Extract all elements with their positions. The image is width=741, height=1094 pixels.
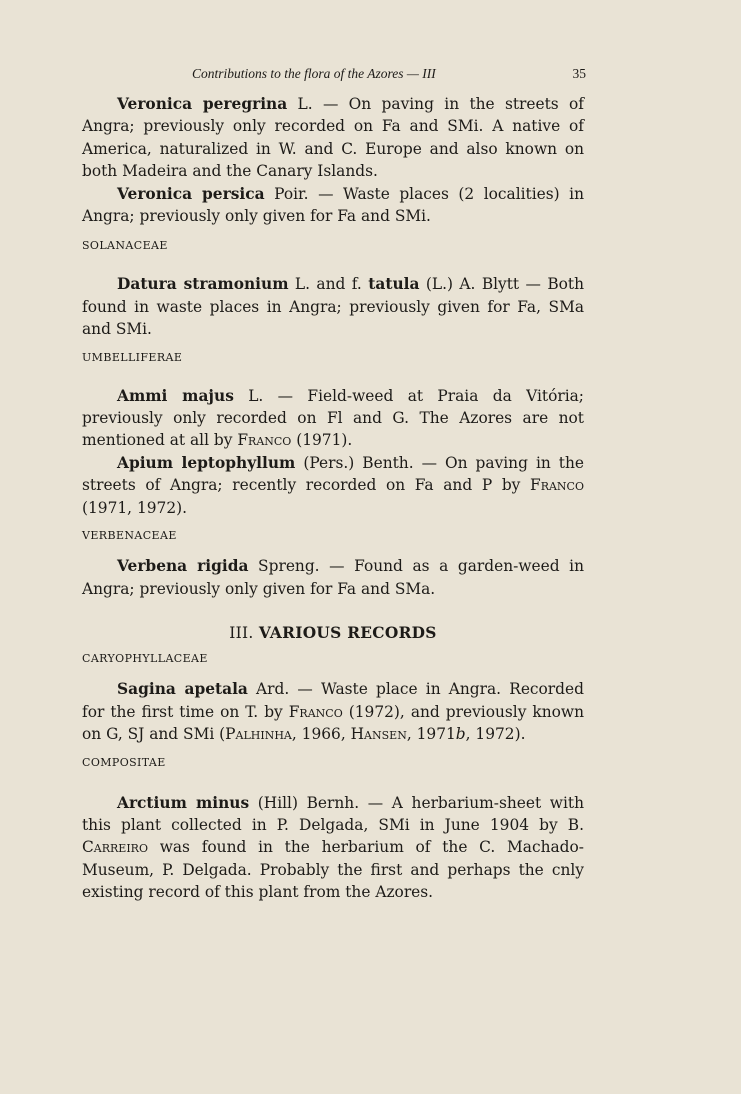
section-heading (82, 622, 584, 644)
author-name: Franco (237, 431, 292, 450)
entry-apium-leptophyllum (82, 452, 584, 519)
entry-sagina-apetala (82, 678, 584, 745)
entry-text: L. — Field-weed at Praia da Vitória; previously only recorded on Fl and G. The Azores are not mentioned at all by (82, 386, 584, 450)
author-name: Franco (288, 702, 343, 721)
species-name: Verbena rigida (117, 557, 249, 576)
section-title: VARIOUS RECORDS (258, 623, 437, 642)
entry-text: Spreng. — Found as a garden-weed in Angra; previously only given for Fa and SMa. (82, 557, 584, 598)
variety-name: tatula (368, 275, 420, 294)
entry-text: , 1971 (406, 725, 456, 744)
species-name: Sagina apetala (117, 680, 248, 699)
entry-text: (1971). (291, 431, 353, 450)
entry-text: (L.) A. Blytt — Both found in waste places in Angra; previously given for Fa, SMa and SMi. (82, 275, 584, 339)
entry-verbena-rigida (82, 555, 584, 600)
family-heading-verbenaceae: VERBENACEAE (82, 529, 177, 543)
species-name: Ammi majus (117, 386, 234, 405)
page-body (82, 93, 584, 904)
author-name: Carreiro (82, 838, 148, 857)
species-name: Veronica persica (117, 184, 265, 203)
entry-arctium-minus (82, 792, 584, 904)
entry-text: (Hill) Bernh. — A herbarium-sheet with this plant collected in P. Delgada, SMi in June 1904 by B. (82, 793, 584, 834)
entry-veronica-persica (82, 183, 584, 228)
entry-text: Poir. — Waste places (2 localities) in Angra; previously only given for Fa and SMi. (82, 184, 584, 226)
family-heading-umbelliferae: UMBELLIFERAE (82, 350, 183, 364)
page-number: 35 (572, 66, 586, 81)
family-heading-caryophyllaceae: CARYOPHYLLACEAE (82, 652, 208, 666)
author-name: Palhinha (225, 725, 292, 744)
entry-text: Ard. — Waste place in Angra. Recorded for the first time on T. by (82, 680, 584, 721)
entry-text: , 1972). (465, 725, 526, 744)
entry-datura-stramonium (82, 273, 584, 340)
family-heading-compositae: COMPOSITAE (82, 755, 166, 769)
entry-text: (1972), and previously known on G, SJ and SMi ( (82, 702, 584, 744)
entry-text-italic: b (455, 725, 466, 744)
entry-text: was found in the herbarium of the C. Machado-Museum, P. Delgada. Probably the first and perhaps the cnly existing record of this plant from the Azores. (82, 838, 584, 902)
entry-veronica-peregrina (82, 93, 584, 183)
author-name: Hansen (350, 725, 407, 744)
entry-text: , 1966, (291, 725, 351, 744)
entry-text: (Pers.) Benth. — On paving in the streets of Angra; recently recorded on Fa and P by (82, 453, 585, 495)
entry-text: L. — On paving in the streets of Angra; previously only recorded on Fa and SMi. A native of America, naturalized in W. and C. Europe and also known on both Madeira and the Canary Islands. (82, 95, 584, 181)
species-name: Arctium minus (117, 793, 250, 812)
author-name: Franco (530, 476, 584, 495)
species-name: Veronica peregrina (117, 95, 288, 113)
page-header (82, 64, 586, 88)
running-head: Contributions to the flora of the Azores — III (192, 66, 436, 81)
entry-text: (1971, 1972). (82, 498, 188, 517)
section-number: III. (229, 623, 254, 642)
entry-ammi-majus (82, 385, 584, 452)
species-name: Datura stramonium (117, 275, 289, 294)
family-heading-solanaceae: SOLANACEAE (82, 239, 168, 253)
species-name: Apium leptophyllum (117, 453, 296, 472)
entry-text: L. and f. (288, 275, 369, 294)
